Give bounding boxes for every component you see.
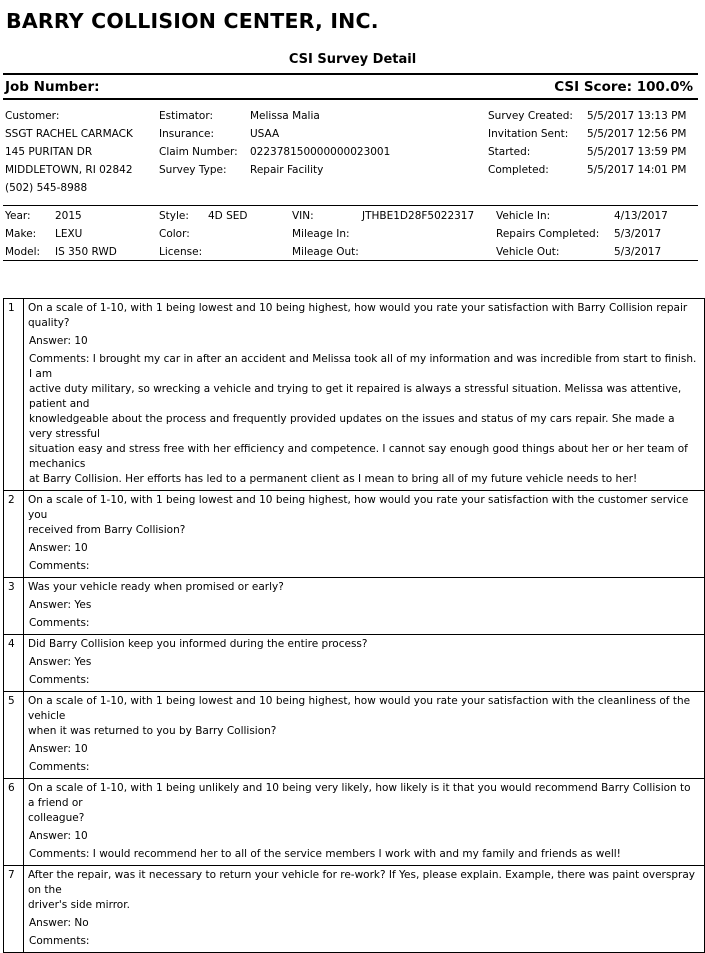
customer-divider <box>3 205 698 206</box>
page-subtitle: CSI Survey Detail <box>288 52 417 67</box>
started-label: Started: <box>488 146 531 158</box>
question-text-line: After the repair, was it necessary to return your vehicle for re-work? If Yes, please explain. Example, there was paint overspray on the <box>28 869 695 896</box>
question-text <box>28 637 698 655</box>
style-label: Style: <box>159 210 189 222</box>
question-text-line: On a scale of 1-10, with 1 being lowest and 10 being highest, how would you rate your satisfaction with the cleanliness of the vehicle <box>28 695 691 722</box>
survey-created-label: Survey Created: <box>488 110 573 122</box>
question-number: 7 <box>4 866 24 952</box>
question-number: 6 <box>4 779 24 865</box>
color-label: Color: <box>159 228 190 240</box>
question-text <box>28 694 698 742</box>
question-number: 1 <box>4 299 24 490</box>
invitation-sent-label: Invitation Sent: <box>488 128 569 140</box>
style-value: 4D SED <box>208 210 248 222</box>
insurance-value: USAA <box>250 128 280 140</box>
question-body <box>24 299 704 490</box>
csi-score-value: 100.0% <box>636 79 693 95</box>
question-text-line: On a scale of 1-10, with 1 being lowest and 10 being highest, how would you rate your satisfaction with the customer service you <box>28 494 689 521</box>
customer-phone: (502) 545-8988 <box>5 182 88 194</box>
started-value: 5/5/2017 13:59 PM <box>587 146 687 158</box>
invitation-sent-value: 5/5/2017 12:56 PM <box>587 128 687 140</box>
vehicle-out-label: Vehicle Out: <box>496 246 560 258</box>
vehicle-out-value: 5/3/2017 <box>614 246 662 258</box>
question-row <box>4 299 704 491</box>
completed-label: Completed: <box>488 164 549 176</box>
repairs-completed-value: 5/3/2017 <box>614 228 662 240</box>
comments-line: Comments: <box>29 617 90 629</box>
question-row <box>4 491 704 578</box>
comments-line: Comments: I would recommend her to all of the service members I work with and my family and friends as well! <box>29 848 621 860</box>
question-text <box>28 301 698 334</box>
question-text <box>28 868 698 916</box>
vehicle-in-label: Vehicle In: <box>496 210 551 222</box>
mileage-out-label: Mileage Out: <box>292 246 359 258</box>
comments-text <box>28 616 698 634</box>
answer-text: Answer: 10 <box>29 335 88 347</box>
claim-number-label: Claim Number: <box>159 146 238 158</box>
answer-text: Answer: 10 <box>29 743 88 755</box>
question-text-line: Did Barry Collision keep you informed during the entire process? <box>28 638 368 650</box>
question-text <box>28 781 698 829</box>
customer-address-2: MIDDLETOWN, RI 02842 <box>5 164 133 176</box>
question-text-line: when it was returned to you by Barry Collision? <box>28 725 277 737</box>
answer-text: Answer: 10 <box>29 830 88 842</box>
vehicle-divider <box>3 260 698 261</box>
question-body <box>24 635 704 691</box>
survey-created-value: 5/5/2017 13:13 PM <box>587 110 687 122</box>
model-value: IS 350 RWD <box>55 246 117 258</box>
comments-text <box>28 352 698 490</box>
vehicle-in-value: 4/13/2017 <box>614 210 668 222</box>
year-label: Year: <box>5 210 31 222</box>
comments-line: knowledgeable about the process and frequently provided updates on the issues and status of my cars repair. She made a very stressful <box>29 413 675 440</box>
csi-score-label: CSI Score: <box>554 79 633 95</box>
question-body <box>24 866 704 952</box>
vin-value: JTHBE1D28F5022317 <box>362 210 475 222</box>
question-body <box>24 692 704 778</box>
answer-text: Answer: 10 <box>29 542 88 554</box>
question-number: 3 <box>4 578 24 634</box>
customer-address-1: 145 PURITAN DR <box>5 146 93 158</box>
survey-type-value: Repair Facility <box>250 164 324 176</box>
question-row <box>4 578 704 635</box>
question-row <box>4 692 704 779</box>
answer-text: Answer: Yes <box>29 599 92 611</box>
question-text <box>28 493 698 541</box>
license-label: License: <box>159 246 203 258</box>
vin-label: VIN: <box>292 210 314 222</box>
question-text-line: driver's side mirror. <box>28 899 130 911</box>
question-number: 5 <box>4 692 24 778</box>
company-name: BARRY COLLISION CENTER, INC. <box>6 9 379 33</box>
comments-text <box>28 760 698 778</box>
question-body <box>24 491 704 577</box>
question-text-line: received from Barry Collision? <box>28 524 186 536</box>
question-text <box>28 580 698 598</box>
claim-number-value: 022378150000000023001 <box>250 146 391 158</box>
header-divider <box>3 73 698 75</box>
question-row <box>4 635 704 692</box>
question-row <box>4 866 704 953</box>
comments-line: situation easy and stress free with her efficiency and competence. I cannot say enough good things about her or her team of mechanics <box>29 443 688 470</box>
question-body <box>24 578 704 634</box>
comments-text <box>28 847 698 865</box>
question-text-line: Was your vehicle ready when promised or early? <box>28 581 284 593</box>
model-label: Model: <box>5 246 41 258</box>
comments-line: Comments: <box>29 935 90 947</box>
question-text-line: colleague? <box>28 812 85 824</box>
customer-label: Customer: <box>5 110 60 122</box>
repairs-completed-label: Repairs Completed: <box>496 228 600 240</box>
csi-score <box>554 79 693 95</box>
job-divider <box>3 98 698 100</box>
insurance-label: Insurance: <box>159 128 215 140</box>
estimator-value: Melissa Malia <box>250 110 320 122</box>
comments-line: active duty military, so wrecking a vehicle and trying to get it repaired is always a stressful situation. Melissa was attentive, patient and <box>29 383 682 410</box>
answer-text: Answer: Yes <box>29 656 92 668</box>
comments-line: Comments: <box>29 674 90 686</box>
comments-line: Comments: <box>29 761 90 773</box>
question-text-line: On a scale of 1-10, with 1 being lowest and 10 being highest, how would you rate your satisfaction with Barry Collision repair quality? <box>28 302 688 329</box>
mileage-in-label: Mileage In: <box>292 228 350 240</box>
question-number: 2 <box>4 491 24 577</box>
comments-line: at Barry Collision. Her efforts has led to a permanent client as I mean to bring all of my future vehicle needs to her! <box>29 473 638 485</box>
question-row <box>4 779 704 866</box>
job-number-label: Job Number: <box>5 79 100 95</box>
question-text-line: On a scale of 1-10, with 1 being unlikely and 10 being very likely, how likely is it that you would recommend Barry Collision to a friend or <box>28 782 691 809</box>
survey-type-label: Survey Type: <box>159 164 227 176</box>
customer-name: SSGT RACHEL CARMACK <box>5 128 133 140</box>
comments-text <box>28 934 698 952</box>
completed-value: 5/5/2017 14:01 PM <box>587 164 687 176</box>
comments-text <box>28 673 698 691</box>
comments-line: Comments: I brought my car in after an accident and Melissa took all of my information and was incredible from start to finish. I am <box>29 353 697 380</box>
estimator-label: Estimator: <box>159 110 214 122</box>
question-number: 4 <box>4 635 24 691</box>
comments-text <box>28 559 698 577</box>
year-value: 2015 <box>55 210 82 222</box>
make-value: LEXU <box>55 228 83 240</box>
survey-questions-table <box>3 298 705 953</box>
comments-line: Comments: <box>29 560 90 572</box>
answer-text: Answer: No <box>29 917 89 929</box>
make-label: Make: <box>5 228 37 240</box>
